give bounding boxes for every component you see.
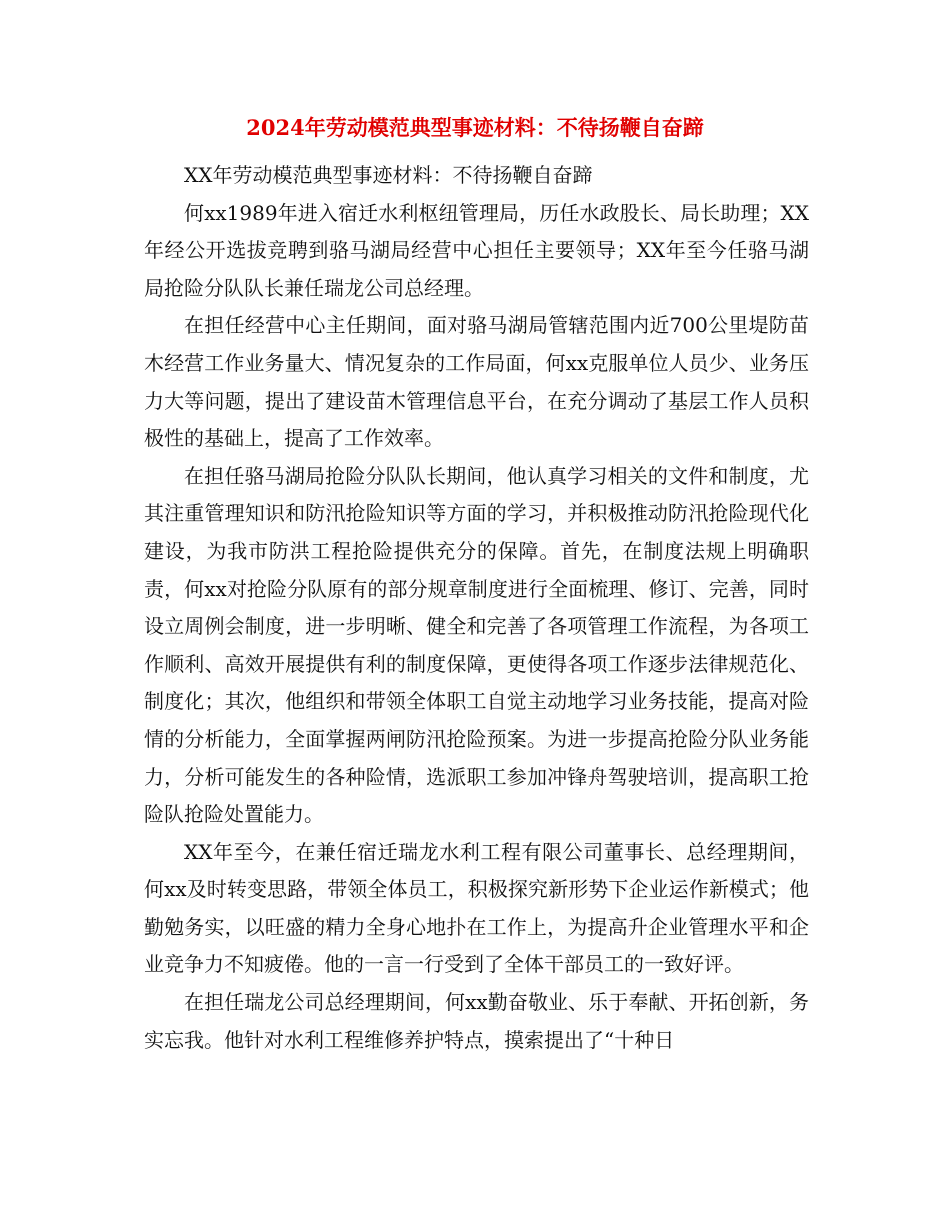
paragraph-emergency-team: 在担任骆马湖局抢险分队队长期间，他认真学习相关的文件和制度，尤其注重管理知识和防汛抢险知识等方面的学习，并积极推动防汛抢险现代化建设，为我市防洪工程抢险提供充分的保障。首先，在制度法规上明确职责，何xx对抢险分队原有的部分规章制度进行全面梳理、修订、完善，同时设立周例会制度，进一步明晰、健全和完善了各项管理工作流程，为各项工作顺利、高效开展提供有利的制度保障，更使得各项工作逐步法律规范化、制度化；其次，他组织和带领全体职工自觉主动地学习业务技能，提高对险情的分析能力，全面掌握两闸防汛抢险预案。为进一步提高抢险分队业务能力，分析可能发生的各种险情，选派职工参加冲锋舟驾驶培训，提高职工抢险队抢险处置能力。 <box>144 463 809 827</box>
document-body <box>144 157 809 1059</box>
paragraph-general-manager: 在担任瑞龙公司总经理期间，何xx勤奋敬业、乐于奉献、开拓创新，务实忘我。他针对水利工程维修养护特点，摸索提出了“十种日 <box>144 990 809 1052</box>
paragraph-business-center: 在担任经营中心主任期间，面对骆马湖局管辖范围内近700公里堤防苗木经营工作业务量大、情况复杂的工作局面，何xx克服单位人员少、业务压力大等问题，提出了建设苗木管理信息平台，在充分调动了基层工作人员积极性的基础上，提高了工作效率。 <box>144 313 809 451</box>
paragraph-ruilong-company: XX年至今，在兼任宿迁瑞龙水利工程有限公司董事长、总经理期间，何xx及时转变思路，带领全体员工，积极探究新形势下企业运作新模式；他勤勉务实，以旺盛的精力全身心地扑在工作上，为提高升企业管理水平和企业竞争力不知疲倦。他的一言一行受到了全体干部员工的一致好评。 <box>144 839 809 977</box>
paragraph-subtitle: XX年劳动模范典型事迹材料：不待扬鞭自奋蹄 <box>184 163 593 187</box>
paragraph-career: 何xx1989年进入宿迁水利枢纽管理局，历任水政股长、局长助理；XX年经公开选拔竞聘到骆马湖局经营中心担任主要领导；XX年至今任骆马湖局抢险分队队长兼任瑞龙公司总经理。 <box>144 200 809 300</box>
document-title: 2024年劳动模范典型事迹材料：不待扬鞭自奋蹄 <box>246 115 704 140</box>
